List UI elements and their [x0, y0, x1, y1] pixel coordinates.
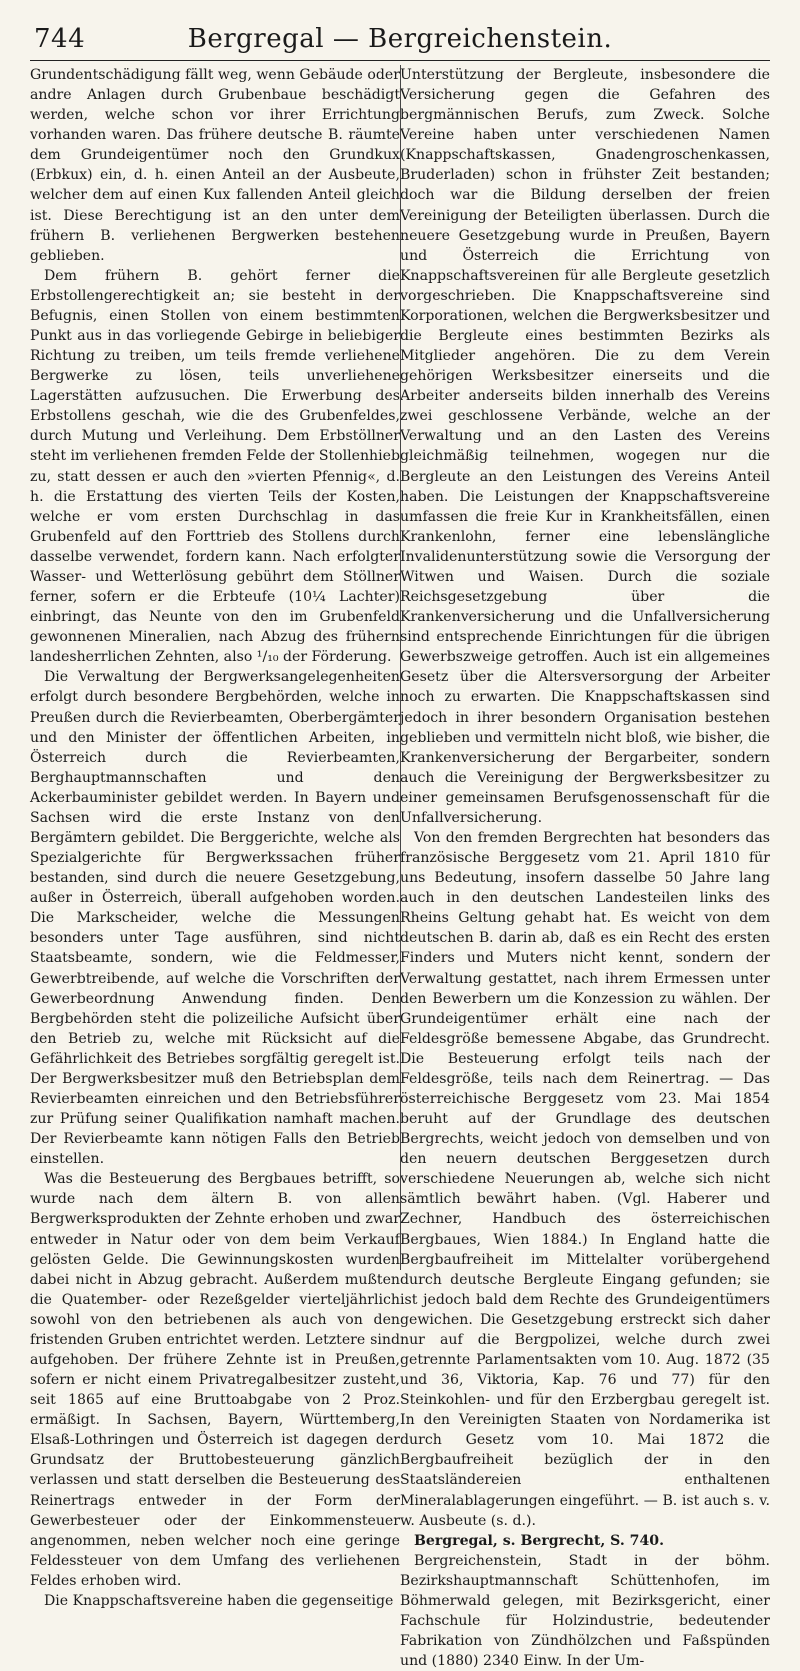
- entry-bergregal: Bergregal, s. Bergrecht, S. 740.: [414, 1532, 664, 1549]
- entry-bergreichenstein: Bergreichenstein, Stadt in der böhm. Bezirkshauptmannschaft Schüttenhofen, im Böhmerwald gelegen, mit Bezirksgericht, einer Fachschule für Holzindustrie, bedeutender Fabrikation von Zündhölzchen und Faßspünden und (1880) 2340 Einw. In der Um-: [400, 1552, 770, 1670]
- paragraph: Die Knappschaftsvereine haben die gegenseitige: [44, 1592, 394, 1609]
- page-number: 744: [34, 24, 86, 54]
- paragraph: Grundentschädigung fällt weg, wenn Gebäude oder andre Anlagen durch Grubenbaue beschädigt werden, welche schon vor ihrer Errichtung vorhanden waren. Das frühere deutsche B. räumte dem Grundeigentümer noch den Grundkux (Erbkux) ein, d. h. einen Anteil an der Ausbeute, welcher dem auf einen Kux fallenden Anteil gleich ist. Diese Berechtigung ist an den unter dem frühern B. verliehenen Bergwerken bestehen geblieben.: [30, 67, 400, 264]
- paragraph: Die Verwaltung der Bergwerksangelegenheiten erfolgt durch besondere Bergbehörden, welche in Preußen durch die Revierbeamten, Oberbergämter und den Minister der öffentlichen Arbeiten, in Österreich durch die Revierbeamten, Berghauptmannschaften und den Ackerbauminister gebildet werden. In Bayern und Sachsen wird die erste Instanz von den Bergämtern gebildet. Die Berggerichte, welche als Spezialgerichte für Bergwerkssachen früher bestanden, sind durch die neuere Gesetzgebung, außer in Österreich, überall aufgehoben worden. Die Markscheider, welche die Messungen besonders unter Tage ausführen, sind nicht Staatsbeamte, sondern, wie die Feldmesser, Gewerbtreibende, auf welche die Vorschriften der Gewerbeordnung Anwendung finden. Den Bergbehörden steht die polizeiliche Aufsicht über den Betrieb zu, welche mit Rücksicht auf die Gefährlichkeit des Betriebes sorgfältig geregelt ist. Der Bergwerksbesitzer muß den Betriebsplan dem Revierbeamten einreichen und den Betriebsführer zur Prüfung seiner Qualifikation namhaft machen. Der Revierbeamte kann nötigen Falls den Betrieb einstellen.: [30, 669, 400, 1168]
- paragraph: Was die Besteuerung des Bergbaues betrifft, so wurde nach dem ältern B. von allen Bergwerksprodukten der Zehnte erhoben und zwar entweder in Natur oder von dem beim Verkauf gelösten Gelde. Die Gewinnungskosten wurden dabei nicht in Abzug gebracht. Außerdem mußten die Quatember- oder Rezeßgelder vierteljährlich sowohl von den betriebenen als auch von den fristenden Gruben entrichtet werden. Letztere sind aufgehoben. Der frühere Zehnte ist in Preußen, sofern er nicht einem Privatregalbesitzer zusteht, seit 1865 auf eine Bruttoabgabe von 2 Proz. ermäßigt. In Sachsen, Bayern, Württemberg, Elsaß-Lothringen und Österreich ist dagegen der Grundsatz der Bruttobesteuerung gänzlich verlassen und statt derselben die Besteuerung des Reinertrags entweder in der Form der Gewerbesteuer oder der Einkommensteuer angenommen, neben welcher noch eine geringe Feldessteuer von dem Umfang des verliehenen Feldes erhoben wird.: [30, 1171, 400, 1589]
- paragraph: Unterstützung der Bergleute, insbesondere die Versicherung gegen die Gefahren des bergmännischen Berufs, zum Zweck. Solche Vereine haben unter verschiedenen Namen (Knappschaftskassen, Gnadengroschenkassen, Bruderladen) schon in frühster Zeit bestanden; doch war die Bildung derselben der freien Vereinigung der Beteiligten überlassen. Durch die neuere Gesetzgebung wurde in Preußen, Bayern und Österreich die Errichtung von Knappschaftsvereinen für alle Bergleute gesetzlich vorgeschrieben. Die Knappschaftsvereine sind Korporationen, welchen die Bergwerksbesitzer und die Bergleute eines bestimmten Bezirks als Mitglieder angehören. Die zu dem Verein gehörigen Werksbesitzer einerseits und die Arbeiter anderseits bilden innerhalb des Vereins zwei geschlossene Verbände, welche an der Verwaltung und an den Lasten des Vereins gleichmäßig teilnehmen, wogegen nur die Bergleute an den Leistungen des Vereins Anteil haben. Die Leistungen der Knappschaftsvereine umfassen die freie Kur in Krankheitsfällen, einen Krankenlohn, ferner eine lebenslängliche Invalidenunterstützung sowie die Versorgung der Witwen und Waisen. Durch die soziale Reichsgesetzgebung über die Krankenversicherung und die Unfallversicherung sind entsprechende Einrichtungen für die übrigen Gewerbszweige getroffen. Auch ist ein allgemeines Gesetz über die Altersversorgung der Arbeiter noch zu erwarten. Die Knappschaftskassen sind jedoch in ihrer besondern Organisation bestehen geblieben und vermitteln nicht bloß, wie bisher, die Krankenversicherung der Bergarbeiter, sondern auch die Vereinigung der Bergwerksbesitzer zu einer gemeinsamen Berufsgenossenschaft für die Unfallversicherung.: [400, 67, 770, 826]
- right-column: [400, 65, 770, 1670]
- page-header: [30, 18, 770, 61]
- running-title: Bergregal — Bergreichenstein.: [187, 24, 613, 54]
- left-column: [30, 65, 400, 1609]
- paragraph: Dem frühern B. gehört ferner die Erbstollengerechtigkeit an; sie besteht in der Befugnis, einen Stollen von einem bestimmten Punkt aus in das vorliegende Gebirge in beliebiger Richtung zu treiben, um teils fremde verliehene Bergwerke zu lösen, teils unverliehene Lagerstätten aufzusuchen. Die Erwerbung des Erbstollens geschah, wie die des Grubenfeldes, durch Mutung und Verleihung. Dem Erbstöllner steht im verliehenen fremden Felde der Stollenhieb zu, statt dessen er auch den »vierten Pfennig«, d. h. die Erstattung des vierten Teils der Kosten, welche er vom ersten Durchschlag in das Grubenfeld auf den Forttrieb des Stollens durch dasselbe verwendet, fordern kann. Nach erfolgter Wasser- und Wetterlösung gebührt dem Stöllner ferner, sofern er die Erbteufe (10¼ Lachter) einbringt, das Neunte von den im Grubenfeld gewonnenen Mineralien, nach Abzug des frühern landesherrlichen Zehnten, also ¹/₁₀ der Förderung.: [30, 267, 400, 666]
- column-divider: [400, 65, 401, 1270]
- paragraph: Von den fremden Bergrechten hat besonders das französische Berggesetz vom 21. April 1810 für uns Bedeutung, insofern dasselbe 50 Jahre lang auch in den deutschen Landesteilen links des Rheins Geltung gehabt hat. Es weicht von dem deutschen B. darin ab, daß es ein Recht des ersten Finders und Muters nicht kennt, sondern der Verwaltung gestattet, nach ihrem Ermessen unter den Bewerbern um die Konzession zu wählen. Der Grundeigentümer erhält eine nach der Feldesgröße bemessene Abgabe, das Grundrecht. Die Besteuerung erfolgt teils nach der Feldesgröße, teils nach dem Reinertrag. — Das österreichische Berggesetz vom 23. Mai 1854 beruht auf der Grundlage des deutschen Bergrechts, weicht jedoch von demselben und von den neuern deutschen Berggesetzen durch verschiedene Neuerungen ab, welche sich nicht sämtlich bewährt haben. (Vgl. Haberer und Zechner, Handbuch des österreichischen Bergbaues, Wien 1884.) In England hatte die Bergbaufreiheit im Mittelalter vorübergehend durch deutsche Bergleute Eingang gefunden; sie ist jedoch bald dem Rechte des Grundeigentümers gewichen. Die Gesetzgebung erstreckt sich daher nur auf die Bergpolizei, welche durch zwei getrennte Parlamentsakten vom 10. Aug. 1872 (35 und 36, Viktoria, Kap. 76 und 77) für den Steinkohlen- und für den Erzbergbau geregelt ist. In den Vereinigten Staaten von Nordamerika ist durch Gesetz vom 10. Mai 1872 die Bergbaufreiheit bezüglich der in den Staatsländereien enthaltenen Mineralablagerungen eingeführt. — B. ist auch s. v. w. Ausbeute (s. d.).: [400, 829, 770, 1529]
- text-columns: [30, 65, 770, 1670]
